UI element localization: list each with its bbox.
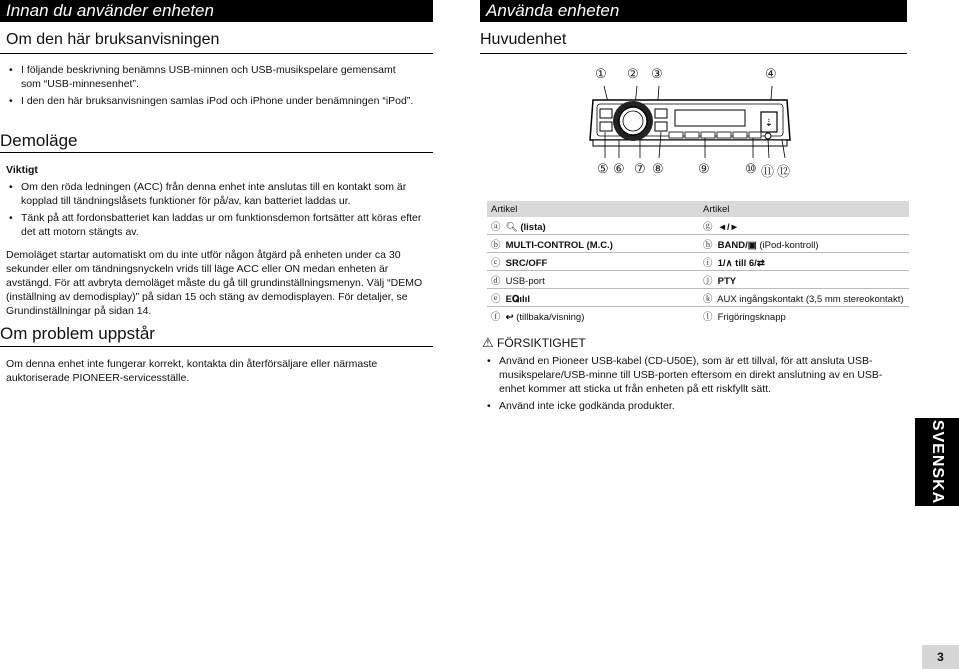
callout-5-icon: ⑤ <box>597 161 609 176</box>
num-6-icon: ⓕ <box>491 311 501 323</box>
page-title-left: Om den här bruksanvisningen <box>6 31 220 48</box>
table-cell <box>699 271 909 289</box>
cell-text: 1/∧ till 6/ <box>717 257 757 269</box>
list-item: • I den den här bruksanvisningen samlas iPod och iPhone under benämningen “iPod”. <box>6 94 416 108</box>
callout-1-icon: ① <box>595 66 607 81</box>
warning-icon: ⚠ <box>482 335 494 350</box>
table-row <box>487 289 909 307</box>
callout-4-icon: ④ <box>765 66 777 81</box>
cell-text: Frigöringsknapp <box>717 311 786 323</box>
table-row <box>487 235 909 253</box>
divider <box>0 53 433 54</box>
list-item: • Använd en Pioneer USB-kabel (CD-U50E), som är ett tillval, för att ansluta USB-musikspelare/USB-minne till USB-porten eftersom en direkt anslutning av en USB-enhet kommer att sticka ut från enheten på ett riskfyllt sätt. <box>484 354 904 396</box>
callout-8-icon: ⑧ <box>652 161 664 176</box>
table-cell <box>487 235 699 253</box>
num-9-icon: ⓘ <box>703 257 713 269</box>
callout-9-icon: ⑨ <box>698 161 710 176</box>
page-title-right: Huvudenhet <box>480 31 567 48</box>
callout-12-icon: ⑫ <box>777 164 791 179</box>
important-label: Viktigt <box>6 164 38 176</box>
cell-text: BAND/ <box>717 239 748 251</box>
callout-3-icon: ③ <box>651 66 663 81</box>
table-header-right: Artikel <box>699 201 909 217</box>
num-1-icon: ⓐ <box>491 221 501 233</box>
table-row <box>487 271 909 289</box>
demo-section-title: Demoläge <box>0 131 78 150</box>
table-row <box>487 253 909 271</box>
num-12-icon: ⓛ <box>703 311 713 323</box>
callout-11-icon: ⑪ <box>761 164 775 179</box>
divider <box>0 152 433 153</box>
table-cell <box>699 289 909 307</box>
num-7-icon: ⓖ <box>703 221 713 233</box>
cell-text: ◄/► <box>717 221 740 233</box>
divider <box>480 53 907 54</box>
search-icon: 🔍︎ <box>505 221 518 233</box>
divider <box>0 346 433 347</box>
table-cell <box>487 271 699 289</box>
callouts-bottom <box>0 161 959 181</box>
table-cell <box>487 289 699 307</box>
table-header-left: Artikel <box>487 201 699 217</box>
list-item: • I följande beskrivning benämns USB-minnen och USB-musikspelare gemensamt som “USB-minnesenhet”. <box>6 63 416 91</box>
repeat-icon: ⇄ <box>756 257 765 269</box>
left-section-header <box>0 0 433 22</box>
right-header-text: Använda enheten <box>486 1 620 20</box>
num-2-icon: ⓑ <box>491 239 501 251</box>
list-item: • Tänk på att fordonsbatteriet kan laddas ur om funktionsdemon fortsätter att köras efter det att motorn stängts av. <box>6 211 426 239</box>
cell-text: SRC/OFF <box>505 257 548 269</box>
language-side-tab <box>915 418 959 506</box>
cell-text: PTY <box>717 275 737 287</box>
callout-7-icon: ⑦ <box>634 161 646 176</box>
caution-heading <box>482 335 586 351</box>
num-10-icon: ⓙ <box>703 275 713 287</box>
page-number: 3 <box>922 645 959 669</box>
important-bullet-list <box>6 180 426 242</box>
item-table <box>487 201 909 324</box>
table-cell <box>699 307 909 325</box>
svg-text:⇣: ⇣ <box>764 118 774 129</box>
right-section-header <box>480 0 907 22</box>
side-tab-label: SVENSKA <box>929 419 946 505</box>
cell-text: AUX ingångskontakt (3,5 mm stereokontakt) <box>717 293 904 305</box>
table-cell <box>699 217 909 235</box>
callout-10-icon: ⑩ <box>745 161 757 176</box>
problem-paragraph: Om denna enhet inte fungerar korrekt, kontakta din återförsäljare eller närmaste auktoriserade PIONEER-servicesställe. <box>6 358 378 384</box>
num-4-icon: ⓓ <box>491 275 501 287</box>
table-cell <box>487 217 699 235</box>
table-row <box>487 307 909 325</box>
list-item: • Använd inte icke godkända produkter. <box>484 399 904 413</box>
num-8-icon: ⓗ <box>703 239 713 251</box>
table-cell <box>487 307 699 325</box>
table-cell <box>487 253 699 271</box>
callout-6-icon: ⑥ <box>613 161 625 176</box>
cell-text: (lista) <box>520 221 546 233</box>
table-cell <box>699 253 909 271</box>
ipod-icon: ▣ <box>747 239 757 251</box>
table-header-row <box>487 201 909 217</box>
callout-2-icon: ② <box>627 66 639 81</box>
cell-text: (iPod-kontroll) <box>759 239 819 251</box>
cell-text: USB-port <box>505 275 545 287</box>
num-5-icon: ⓔ <box>491 293 501 305</box>
head-unit-illustration <box>585 82 795 160</box>
num-3-icon: ⓒ <box>491 257 501 269</box>
table-row <box>487 217 909 235</box>
list-item: • Om den röda ledningen (ACC) från denna enhet inte anslutas till en kontakt som är kopplad till tändningslåsets funktioner för på/av, kan batteriet laddas ur. <box>6 180 426 208</box>
caution-bullet-list <box>484 354 904 416</box>
demo-paragraph: Demoläget startar automatiskt om du inte utför någon åtgärd på enheten under ca 30 sekunder eller om tändningsnyckeln vrids till läge ACC eller ON medan enheten är avstängd. För att avbryta demoläget måste du gå till grundinställningsmenyn. Välj “DEMO (inställning av demodisplay)” på sidan 15 och stäng av demodisplayen. För detaljer, se Grundinställningar på sidan 14. <box>6 249 423 317</box>
equalizer-icon: Ε𝐐ılıl <box>505 293 530 305</box>
cell-text: MULTI-CONTROL (M.C.) <box>505 239 613 251</box>
callouts-top <box>0 66 959 86</box>
num-11-icon: ⓚ <box>703 293 713 305</box>
left-header-text: Innan du använder enheten <box>6 1 214 20</box>
caution-title: FÖRSIKTIGHET <box>497 336 586 350</box>
problem-section-title: Om problem uppstår <box>0 324 155 343</box>
back-arrow-icon: ↩ <box>505 311 514 323</box>
table-cell <box>699 235 909 253</box>
cell-text: (tillbaka/visning) <box>516 311 585 323</box>
